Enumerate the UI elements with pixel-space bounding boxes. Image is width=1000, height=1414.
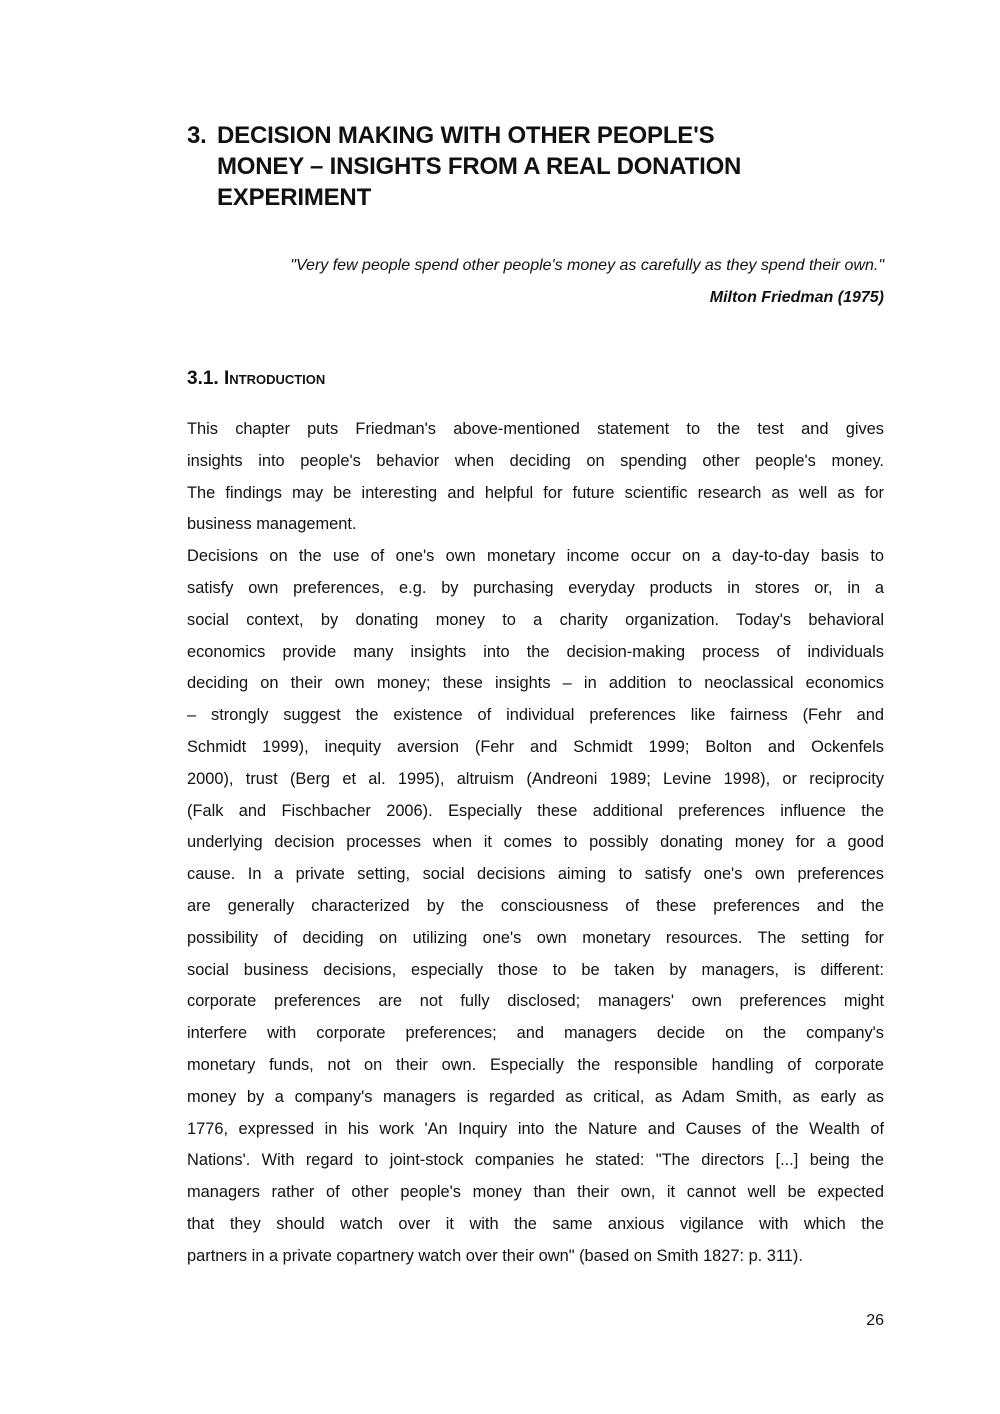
- chapter-title-line: MONEY – INSIGHTS FROM A REAL DONATION: [217, 153, 742, 180]
- paragraph: [187, 541, 884, 1272]
- text-line: Schmidt 1999), inequity aversion (Fehr and Schmidt 1999; Bolton and Ockenfels: [187, 737, 884, 756]
- text-line: underlying decision processes when it comes to possibly donating money for a good: [187, 833, 884, 852]
- text-line: – strongly suggest the existence of individual preferences like fairness (Fehr and: [187, 706, 884, 725]
- page-number: 26: [866, 1312, 884, 1329]
- text-line: interfere with corporate preferences; and managers decide on the company's: [187, 1024, 884, 1043]
- text-line: corporate preferences are not fully disclosed; managers' own preferences might: [187, 992, 884, 1011]
- text-line: The findings may be interesting and helpful for future scientific research as well as for: [187, 483, 884, 502]
- text-line: insights into people's behavior when deciding on spending other people's money.: [187, 451, 884, 470]
- text-line: possibility of deciding on utilizing one's own monetary resources. The setting for: [187, 928, 884, 947]
- chapter-title-line: DECISION MAKING WITH OTHER PEOPLE'S: [217, 122, 715, 149]
- text-line: business management.: [187, 515, 357, 534]
- text-line: money by a company's managers is regarded as critical, as Adam Smith, as early as: [187, 1087, 884, 1106]
- text-line: deciding on their own money; these insights – in addition to neoclassical economics: [187, 674, 884, 693]
- text-line: satisfy own preferences, e.g. by purchasing everyday products in stores or, in a: [187, 578, 884, 597]
- text-line: This chapter puts Friedman's above-mentioned statement to the test and gives: [187, 420, 884, 438]
- epigraph-quote: "Very few people spend other people's money as carefully as they spend their own.": [290, 257, 884, 274]
- body-text: [187, 414, 884, 1273]
- chapter-title: [187, 120, 887, 213]
- paragraph: [187, 414, 884, 541]
- text-line: Nations'. With regard to joint-stock companies he stated: "The directors [...] being the: [187, 1151, 884, 1170]
- chapter-title-line: EXPERIMENT: [217, 184, 372, 211]
- text-line: that they should watch over it with the same anxious vigilance with which the: [187, 1214, 884, 1233]
- epigraph: [187, 250, 884, 314]
- text-line: 2000), trust (Berg et al. 1995), altruism (Andreoni 1989; Levine 1998), or reciprocity: [187, 769, 884, 788]
- text-line: managers rather of other people's money than their own, it cannot well be expected: [187, 1183, 884, 1202]
- chapter-number: 3.: [187, 122, 207, 149]
- section-heading: 3.1. Introduction: [187, 368, 326, 389]
- text-line: partners in a private copartnery watch over their own" (based on Smith 1827: p. 311).: [187, 1246, 803, 1265]
- text-line: social business decisions, especially those to be taken by managers, is different:: [187, 960, 884, 979]
- text-line: (Falk and Fischbacher 2006). Especially these additional preferences influence the: [187, 801, 884, 820]
- text-line: economics provide many insights into the decision-making process of individuals: [187, 642, 884, 661]
- text-line: monetary funds, not on their own. Especially the responsible handling of corporate: [187, 1055, 884, 1074]
- text-line: social context, by donating money to a charity organization. Today's behavioral: [187, 610, 884, 629]
- text-line: Decisions on the use of one's own monetary income occur on a day-to-day basis to: [187, 547, 884, 566]
- text-line: are generally characterized by the consciousness of these preferences and the: [187, 896, 884, 915]
- text-line: cause. In a private setting, social decisions aiming to satisfy one's own preferences: [187, 865, 884, 884]
- epigraph-author: Milton Friedman (1975): [709, 289, 884, 306]
- text-line: 1776, expressed in his work 'An Inquiry into the Nature and Causes of the Wealth of: [187, 1119, 884, 1138]
